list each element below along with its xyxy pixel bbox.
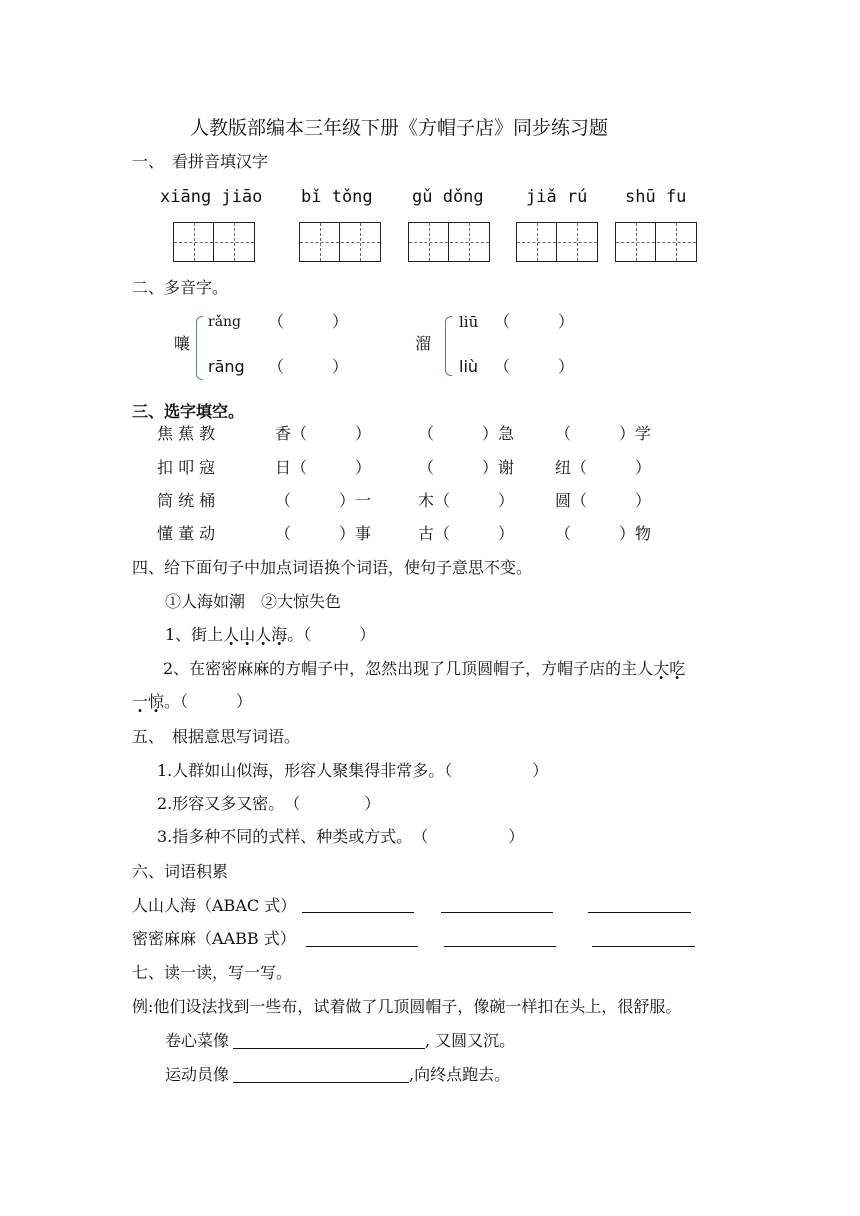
section-7-heading: 七、读一读，写一写。 <box>132 963 293 982</box>
dotted-char: 惊 <box>148 692 165 711</box>
paren-1a: （ ） <box>268 312 349 331</box>
answer-line[interactable] <box>588 912 691 913</box>
polyphone-char-1: 嚷 <box>174 334 191 353</box>
blank-2c: 纽（ ） <box>555 458 652 477</box>
question-4-2-line1: 2、在密密麻麻的方帽子中，忽然出现了几顶圆帽子，方帽子店的主人大吃 <box>163 659 686 678</box>
blank-4a: （ ）事 <box>275 524 372 543</box>
blank-1a: 香（ ） <box>275 424 372 443</box>
polyphone-char-2: 溜 <box>415 334 432 353</box>
choice-chars-2: 扣 叩 寇 <box>157 458 216 477</box>
question-7-2-suffix: ,向终点跑去。 <box>409 1065 511 1084</box>
answer-line[interactable] <box>441 912 553 913</box>
question-7-2-prefix: 运动员像 <box>165 1065 230 1084</box>
writing-grid-3[interactable] <box>408 222 490 262</box>
section-3-heading: 三、选字填空。 <box>132 402 245 421</box>
dotted-char: 人 <box>223 625 240 644</box>
answer-line[interactable] <box>592 946 695 947</box>
blank-2b: （ ）谢 <box>418 458 515 477</box>
dotted-char: 吃 <box>669 659 686 678</box>
pinyin-liu4: liù <box>459 357 479 376</box>
section-6-heading: 六、词语积累 <box>132 862 229 881</box>
question-7-1-suffix: , 又圆又沉。 <box>425 1031 516 1050</box>
answer-line[interactable] <box>444 946 556 947</box>
blank-3a: （ ）一 <box>275 491 372 510</box>
pinyin-3: gǔ dǒng <box>412 187 484 207</box>
blank-4b: 古（ ） <box>418 524 515 543</box>
example-sentence: 例:他们设法找到一些布，试着做了几顶圆帽子，像碗一样扣在头上，很舒服。 <box>132 997 682 1016</box>
dotted-char: 人 <box>255 625 272 644</box>
blank-1c: （ ）学 <box>555 424 652 443</box>
answer-line[interactable] <box>233 1082 409 1083</box>
section-1-heading: 一、 看拼音填汉字 <box>132 152 269 171</box>
pinyin-2: bǐ tǒng <box>301 187 373 207</box>
pinyin-1: xiāng jiāo <box>160 187 263 207</box>
pinyin-rang3: rǎng <box>208 314 242 330</box>
writing-grid-1[interactable] <box>173 222 255 262</box>
question-7-1-prefix: 卷心菜像 <box>165 1031 230 1050</box>
choice-chars-4: 懂 董 动 <box>157 524 216 543</box>
blank-3b: 木（ ） <box>418 491 515 510</box>
answer-line[interactable] <box>302 912 414 913</box>
choice-chars-3: 筒 统 桶 <box>157 491 216 510</box>
section-5-heading: 五、 根据意思写词语。 <box>132 727 301 746</box>
writing-grid-5[interactable] <box>615 222 697 262</box>
pinyin-liu1: liū <box>459 313 479 331</box>
brace-2 <box>445 316 452 376</box>
writing-grid-4[interactable] <box>516 222 598 262</box>
choice-chars-1: 焦 蕉 教 <box>157 424 216 443</box>
blank-4c: （ ）物 <box>555 524 652 543</box>
writing-grid-2[interactable] <box>299 222 381 262</box>
dotted-char: 山 <box>239 625 256 644</box>
section-4-heading: 四、给下面句子中加点词语换个词语，使句子意思不变。 <box>132 558 533 577</box>
answer-line[interactable] <box>233 1048 425 1049</box>
blank-1b: （ ）急 <box>418 424 515 443</box>
question-5-1: 1.人群如山似海，形容人聚集得非常多。（ ） <box>157 761 549 780</box>
paren-1b: （ ） <box>268 357 349 376</box>
word-options: ①人海如潮 ②大惊失色 <box>165 592 342 611</box>
pinyin-5: shū fu <box>625 187 687 207</box>
pinyin-4: jiǎ rú <box>526 187 588 207</box>
paren-2a: （ ） <box>494 312 575 331</box>
page-title: 人教版部编本三年级下册《方帽子店》同步练习题 <box>190 117 609 139</box>
answer-line[interactable] <box>306 946 418 947</box>
question-5-2: 2.形容又多又密。 （ ） <box>157 794 381 813</box>
question-4-1: 1、街上人山人海。（ ） <box>165 625 376 644</box>
question-5-3: 3.指多种不同的式样、种类或方式。 （ ） <box>157 827 525 846</box>
blank-3c: 圆（ ） <box>555 491 652 510</box>
question-4-2-line2: 一惊。（ ） <box>132 692 253 711</box>
blank-2a: 日（ ） <box>275 458 372 477</box>
dotted-char: 一 <box>132 692 149 711</box>
dotted-char: 海 <box>271 625 288 644</box>
aabb-label: 密密麻麻（AABB 式） <box>132 929 296 948</box>
section-2-heading: 二、多音字。 <box>132 278 229 297</box>
pinyin-rang1: rāng <box>208 357 245 376</box>
abac-label: 人山人海（ABAC 式） <box>132 896 297 915</box>
brace-1 <box>196 316 203 380</box>
paren-2b: （ ） <box>494 357 575 376</box>
dotted-char: 大 <box>653 659 670 678</box>
